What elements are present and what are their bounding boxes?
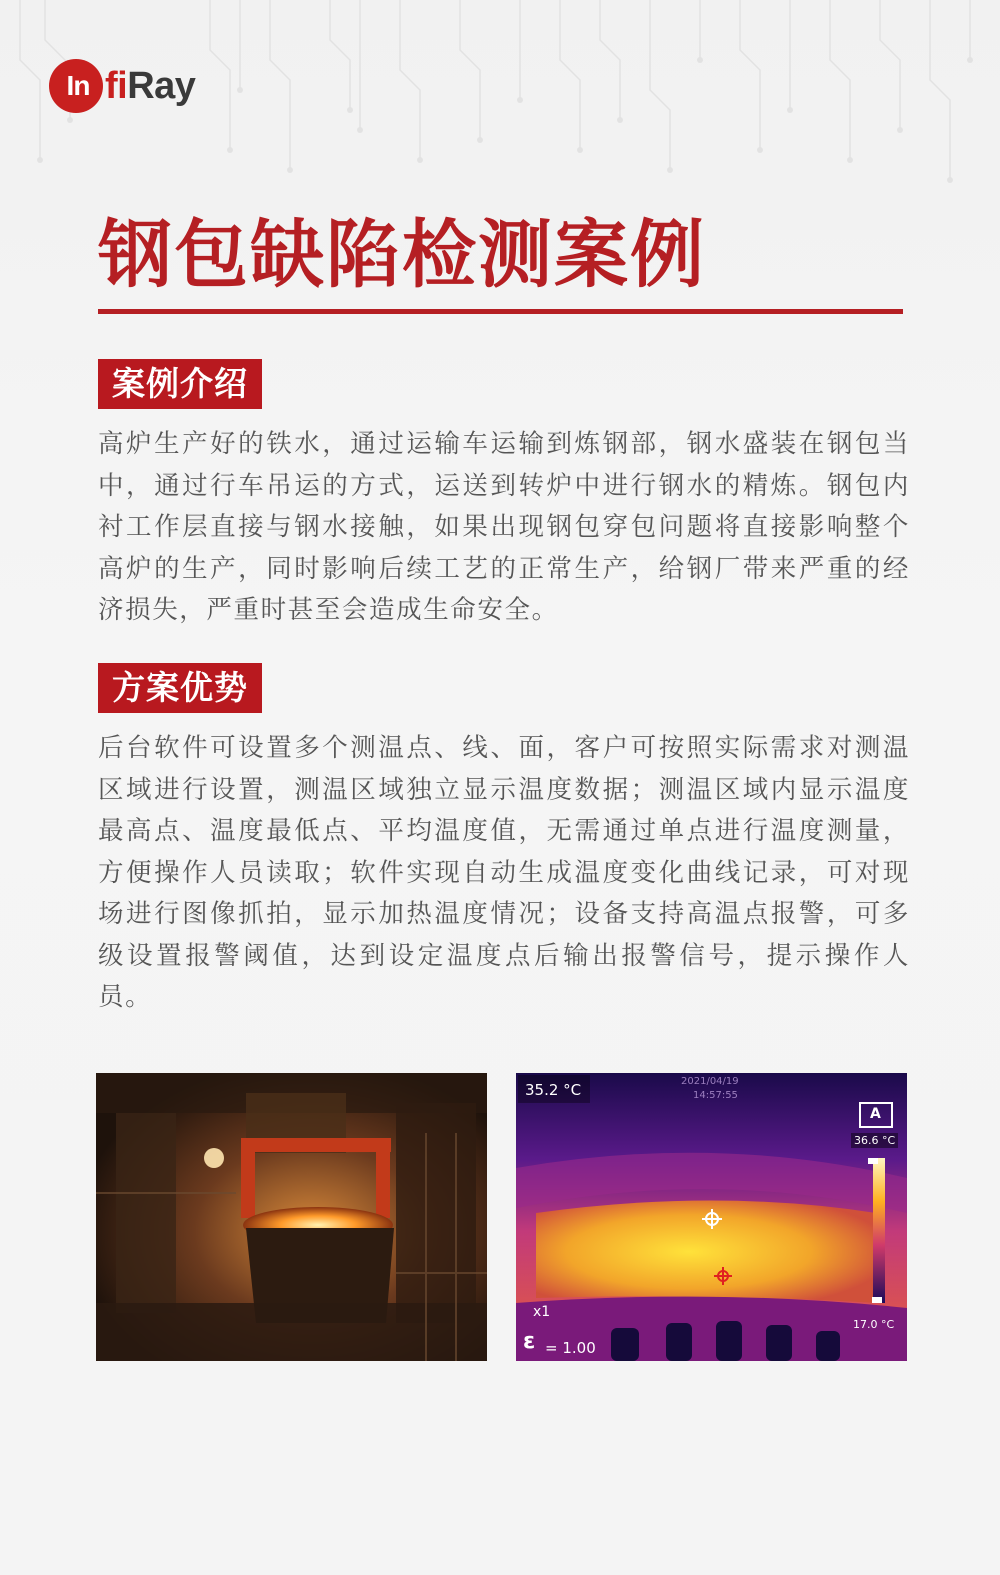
- scale-min-temp: 17.0 °C: [853, 1318, 895, 1331]
- capture-time: 14:57:55: [693, 1090, 738, 1101]
- steel-ladle-photo: [96, 1073, 487, 1361]
- zoom-level: x1: [533, 1304, 551, 1320]
- scale-max-temp: 36.6 °C: [851, 1133, 898, 1148]
- logo-wordmark: fiRay: [105, 64, 196, 107]
- title-divider: [98, 309, 903, 314]
- section-heading-solution-advantages: 方案优势: [98, 663, 262, 713]
- section-body-case-intro: 高炉生产好的铁水，通过运输车运输到炼钢部，钢水盛装在钢包当中，通过行车吊运的方式，运送到转炉中进行钢水的精炼。钢包内衬工作层直接与钢水接触，如果出现钢包穿包问题将直接影响整个高炉的生产，同时影响后续工艺的正常生产，给钢厂带来严重的经济损失，严重时甚至会造成生命安全。: [98, 429, 910, 625]
- center-temperature: 35.2 °C: [525, 1081, 582, 1099]
- capture-date: 2021/04/19: [681, 1076, 739, 1087]
- page-title: 钢包缺陷检测案例: [98, 212, 706, 298]
- auto-mode-indicator: A: [870, 1106, 881, 1122]
- section-body-solution-advantages: 后台软件可设置多个测温点、线、面，客户可按照实际需求对测温区域进行设置，测温区域独立显示温度数据；测温区域内显示温度最高点、温度最低点、平均温度值，无需通过单点进行温度测量，方便操作人员读取；软件实现自动生成温度变化曲线记录，可对现场进行图像抓拍，显示加热温度情况；设备支持高温点报警，可多级设置报警阈值，达到设定温度点后输出报警信号，提示操作人员。: [98, 733, 910, 1012]
- logo-mark-icon: In: [49, 59, 103, 113]
- emissivity-symbol: ε: [523, 1329, 536, 1354]
- section-heading-case-intro: 案例介绍: [98, 359, 262, 409]
- infiray-logo: [49, 58, 195, 114]
- thermal-camera-image: [516, 1073, 907, 1361]
- emissivity-value: = 1.00: [545, 1339, 596, 1357]
